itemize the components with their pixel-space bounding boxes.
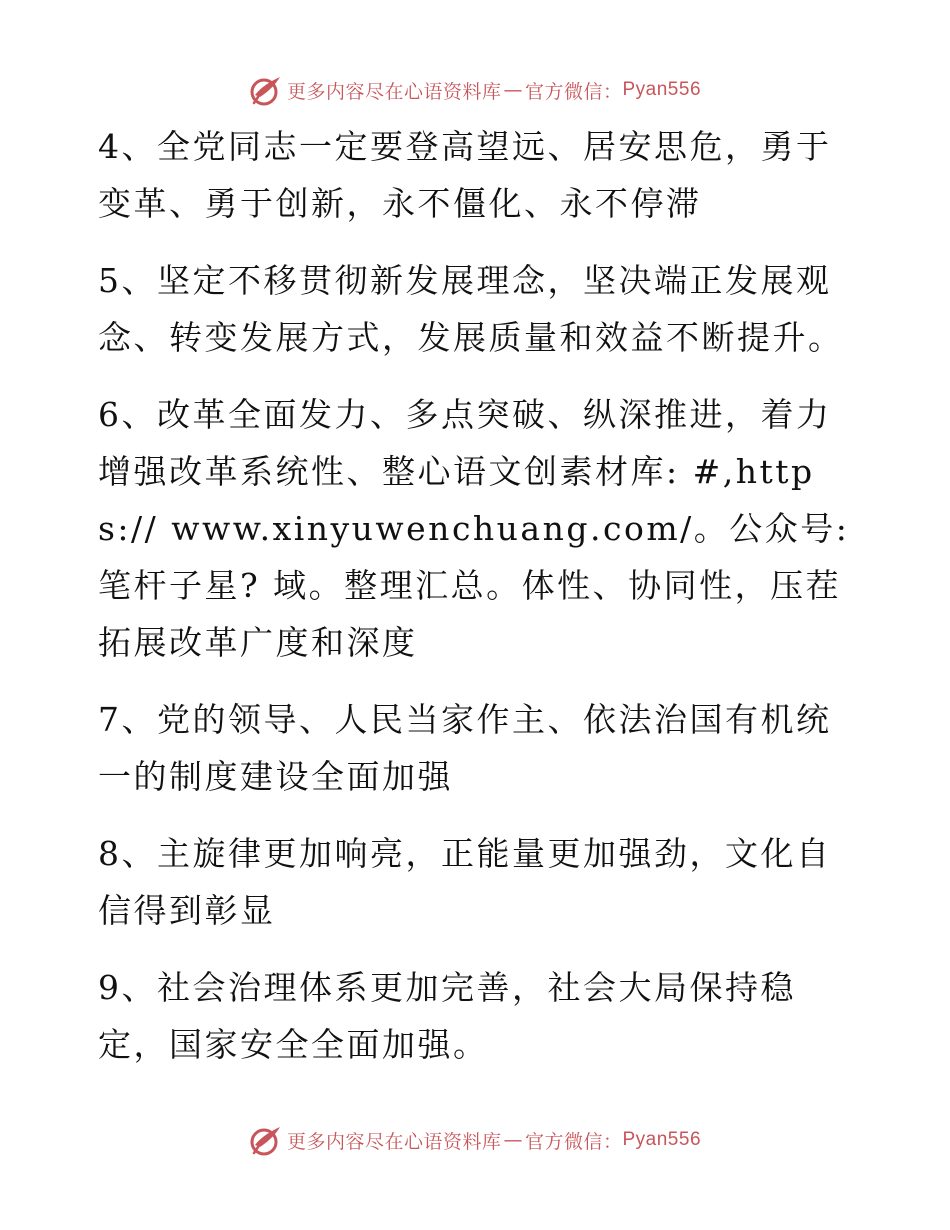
- banner-wechat-label: 官方微信：: [524, 80, 623, 103]
- quill-pen-logo-icon: [249, 73, 283, 107]
- paragraph-item-7: 7、党的领导、人民当家作主、依法治国有机统一的制度建设全面加强: [98, 700, 832, 796]
- banner-text: 更多内容尽在心语资料库: [286, 1130, 502, 1153]
- banner-dash: —: [503, 79, 523, 101]
- paragraph-item-6: 6、改革全面发力、多点突破、纵深推进，着力增强改革系统性、整心语文创素材库: #,https:// www.xinyuwenchuang.com/。公众号: 笔杆子星? 域。整理汇总。体性、协同性，压茬拓展改革广度和深度: [98, 395, 850, 662]
- banner-wechat-id: Pyan556: [622, 79, 702, 100]
- banner-dash: —: [503, 1129, 523, 1151]
- banner-wechat-label: 官方微信：: [524, 1130, 623, 1153]
- paragraph-item-4: 4、全党同志一定要登高望远、居安思危，勇于变革、勇于创新，永不僵化、永不停滞: [98, 127, 832, 223]
- footer-watermark-banner: [0, 1120, 950, 1160]
- document-body: [98, 118, 858, 1093]
- paragraph-item-8: 8、主旋律更加响亮，正能量更加强劲，文化自信得到彰显: [98, 834, 832, 930]
- quill-pen-logo-icon: [249, 1123, 283, 1157]
- paragraph-item-5: 5、坚定不移贯彻新发展理念，坚决端正发展观念、转变发展方式，发展质量和效益不断提升。: [98, 261, 844, 357]
- paragraph-item-9: 9、社会治理体系更加完善，社会大局保持稳定，国家安全全面加强。: [98, 968, 796, 1064]
- header-watermark-banner: [0, 70, 950, 110]
- banner-wechat-id: Pyan556: [622, 1129, 702, 1150]
- banner-text: 更多内容尽在心语资料库: [286, 80, 502, 103]
